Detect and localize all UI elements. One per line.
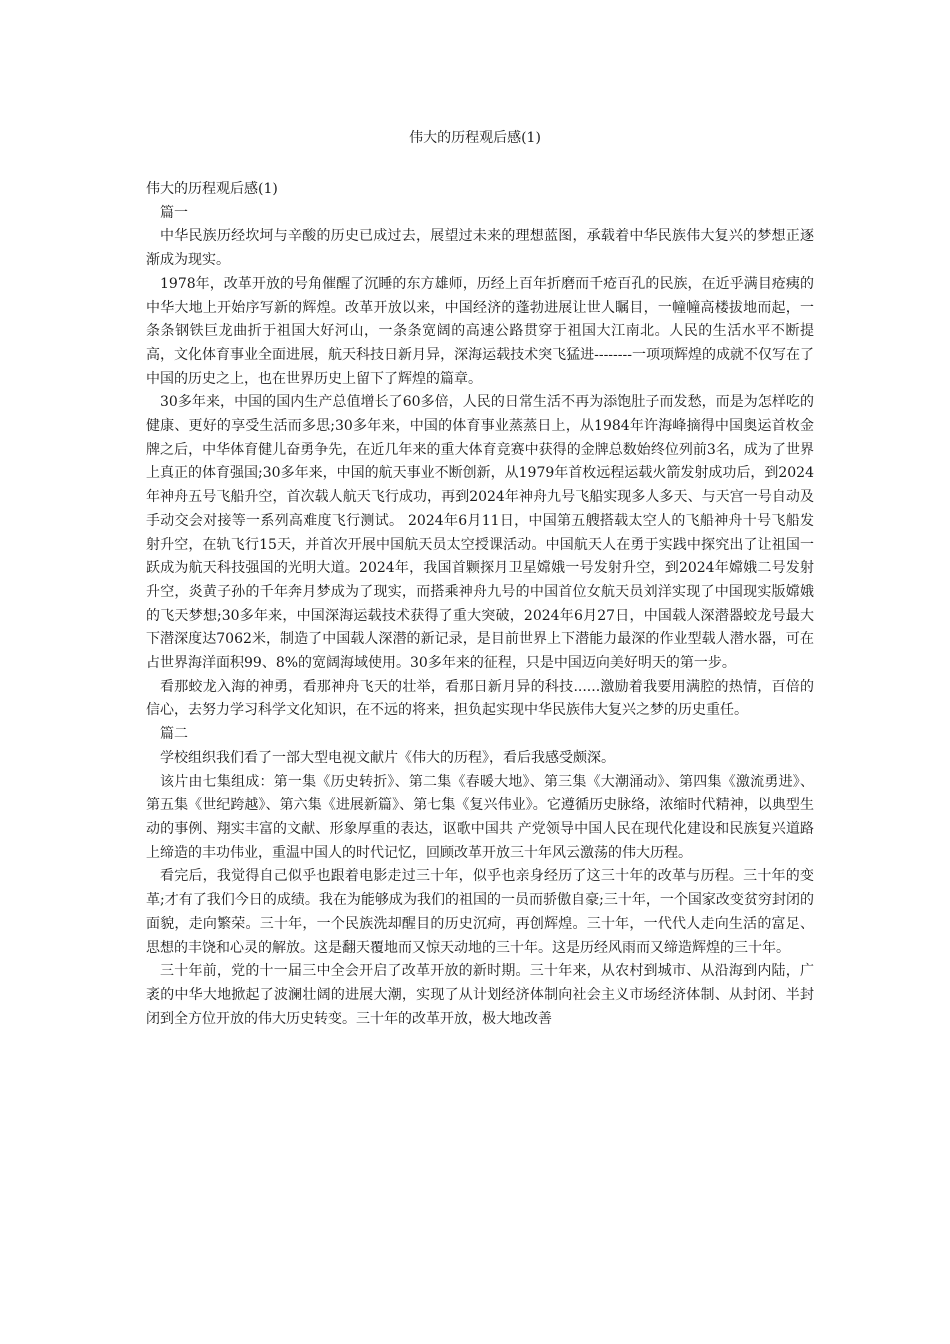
paragraph: 学校组织我们看了一部大型电视文献片《伟大的历程》，看后我感受颇深。 — [160, 749, 615, 766]
paragraph: 30多年来，中国的国内生产总值增长了60多倍，人民的日常生活不再为添饱肚子而发愁，而是为怎样吃的健康、更好的享受生活而多思;30多年来，中国的体育事业蒸蒸日上，从1984年许海峰摘得中国奥运首枚金牌之后，中华体育健儿奋勇争先，在近几年来的重大体育竞赛中获得的金牌总数始终位列前3名，成为了世界上真正的体育强国;30多年来，中国的航天事业不断创新，从1979年首枚远程运载火箭发射成功后，到2024年神舟五号飞船升空，首次载人航天飞行成功，再到2024年神舟九号飞船实现多人多天、与天宫一号自动及手动交会对接等一系列高难度飞行测试。 2024年6月11日，中国第五艘搭载太空人的飞船神舟十号飞船发射升空，在轨飞行15天，并首次开展中国航天员太空授课活动。中国航天人在勇于实践中探究出了让祖国一跃成为航天科技强国的光明大道。2024年，我国首颗探月卫星嫦娥一号发射升空，到2024年嫦娥二号发射升空，炎黄子孙的千年奔月梦成为了现实，而搭乘神舟九号的中国首位女航天员刘洋实现了中国现实版嫦娥的飞天梦想;30多年来，中国深海运载技术获得了重大突破，2024年6月27日，中国载人深潜器蛟龙号最大下潜深度达7062米，制造了中国载人深潜的新记录，是目前世界上下潜能力最深的作业型载人潜水器，可在占世界海洋面积99、8%的宽阔海域使用。30多年来的征程，只是中国迈向美好明天的第一步。 — [146, 394, 814, 672]
document-title: 伟大的历程观后感(1) — [409, 130, 541, 146]
section-label-1: 篇一 — [160, 204, 188, 221]
paragraph: 三十年前，党的十一届三中全会开启了改革开放的新时期。三十年来，从农村到城市、从沿海到内陆，广袤的中华大地掀起了波澜壮阔的进展大潮，实现了从计划经济体制向社会主义市场经济体制、从封闭、半封闭到全方位开放的伟大历史转变。三十年的改革开放，极大地改善 — [146, 963, 814, 1027]
document-body — [146, 178, 814, 1031]
paragraph: 看那蛟龙入海的神勇，看那神舟飞天的壮举，看那日新月异的科技......激励着我要用满腔的热情，百倍的信心，去努力学习科学文化知识，在不远的将来，担负起实现中华民族伟大复兴之梦的历史重任。 — [146, 678, 814, 719]
paragraph: 该片由七集组成：第一集《历史转折》、第二集《春暖大地》、第三集《大潮涌动》、第四集《激流勇进》、第五集《世纪跨越》、第六集《进展新篇》、第七集《复兴伟业》。它遵循历史脉络，浓缩时代精神，以典型生动的事例、翔实丰富的文献、形象厚重的表达，讴歌中国共 产党领导中国人民在现代化建设和民族复兴道路上缔造的丰功伟业，重温中国人的时代记忆，回顾改革开放三十年风云激荡的伟大历程。 — [146, 773, 814, 861]
paragraph: 看完后，我觉得自己似乎也跟着电影走过三十年，似乎也亲身经历了这三十年的改革与历程。三十年的变革;才有了我们今日的成绩。我在为能够成为我们的祖国的一员而骄傲自豪;三十年，一个国家改变贫穷封闭的面貌，走向繁荣。三十年，一个民族洗却醒目的历史沉疴，再创辉煌。三十年，一代代人走向生活的富足、思想的丰饶和心灵的解放。这是翻天覆地而又惊天动地的三十年。这是历经风雨而又缔造辉煌的三十年。 — [146, 868, 814, 956]
document-subtitle: 伟大的历程观后感(1) — [146, 181, 278, 197]
paragraph: 1978年，改革开放的号角催醒了沉睡的东方雄师，历经上百年折磨而千疮百孔的民族，在近乎满目疮痍的中华大地上开始序写新的辉煌。改革开放以来，中国经济的蓬勃进展让世人瞩目，一幢幢高楼拔地而起，一条条钢铁巨龙曲折于祖国大好河山，一条条宽阔的高速公路贯穿于祖国大江南北。人民的生活水平不断提高，文化体育事业全面进展，航天科技日新月异，深海运载技术突飞猛进--------一项项辉煌的成就不仅写在了中国的历史之上，也在世界历史上留下了辉煌的篇章。 — [146, 275, 814, 387]
paragraph: 中华民族历经坎坷与辛酸的历史已成过去，展望过未来的理想蓝图，承载着中华民族伟大复兴的梦想正逐渐成为现实。 — [146, 228, 814, 269]
section-label-2: 篇二 — [160, 726, 188, 743]
